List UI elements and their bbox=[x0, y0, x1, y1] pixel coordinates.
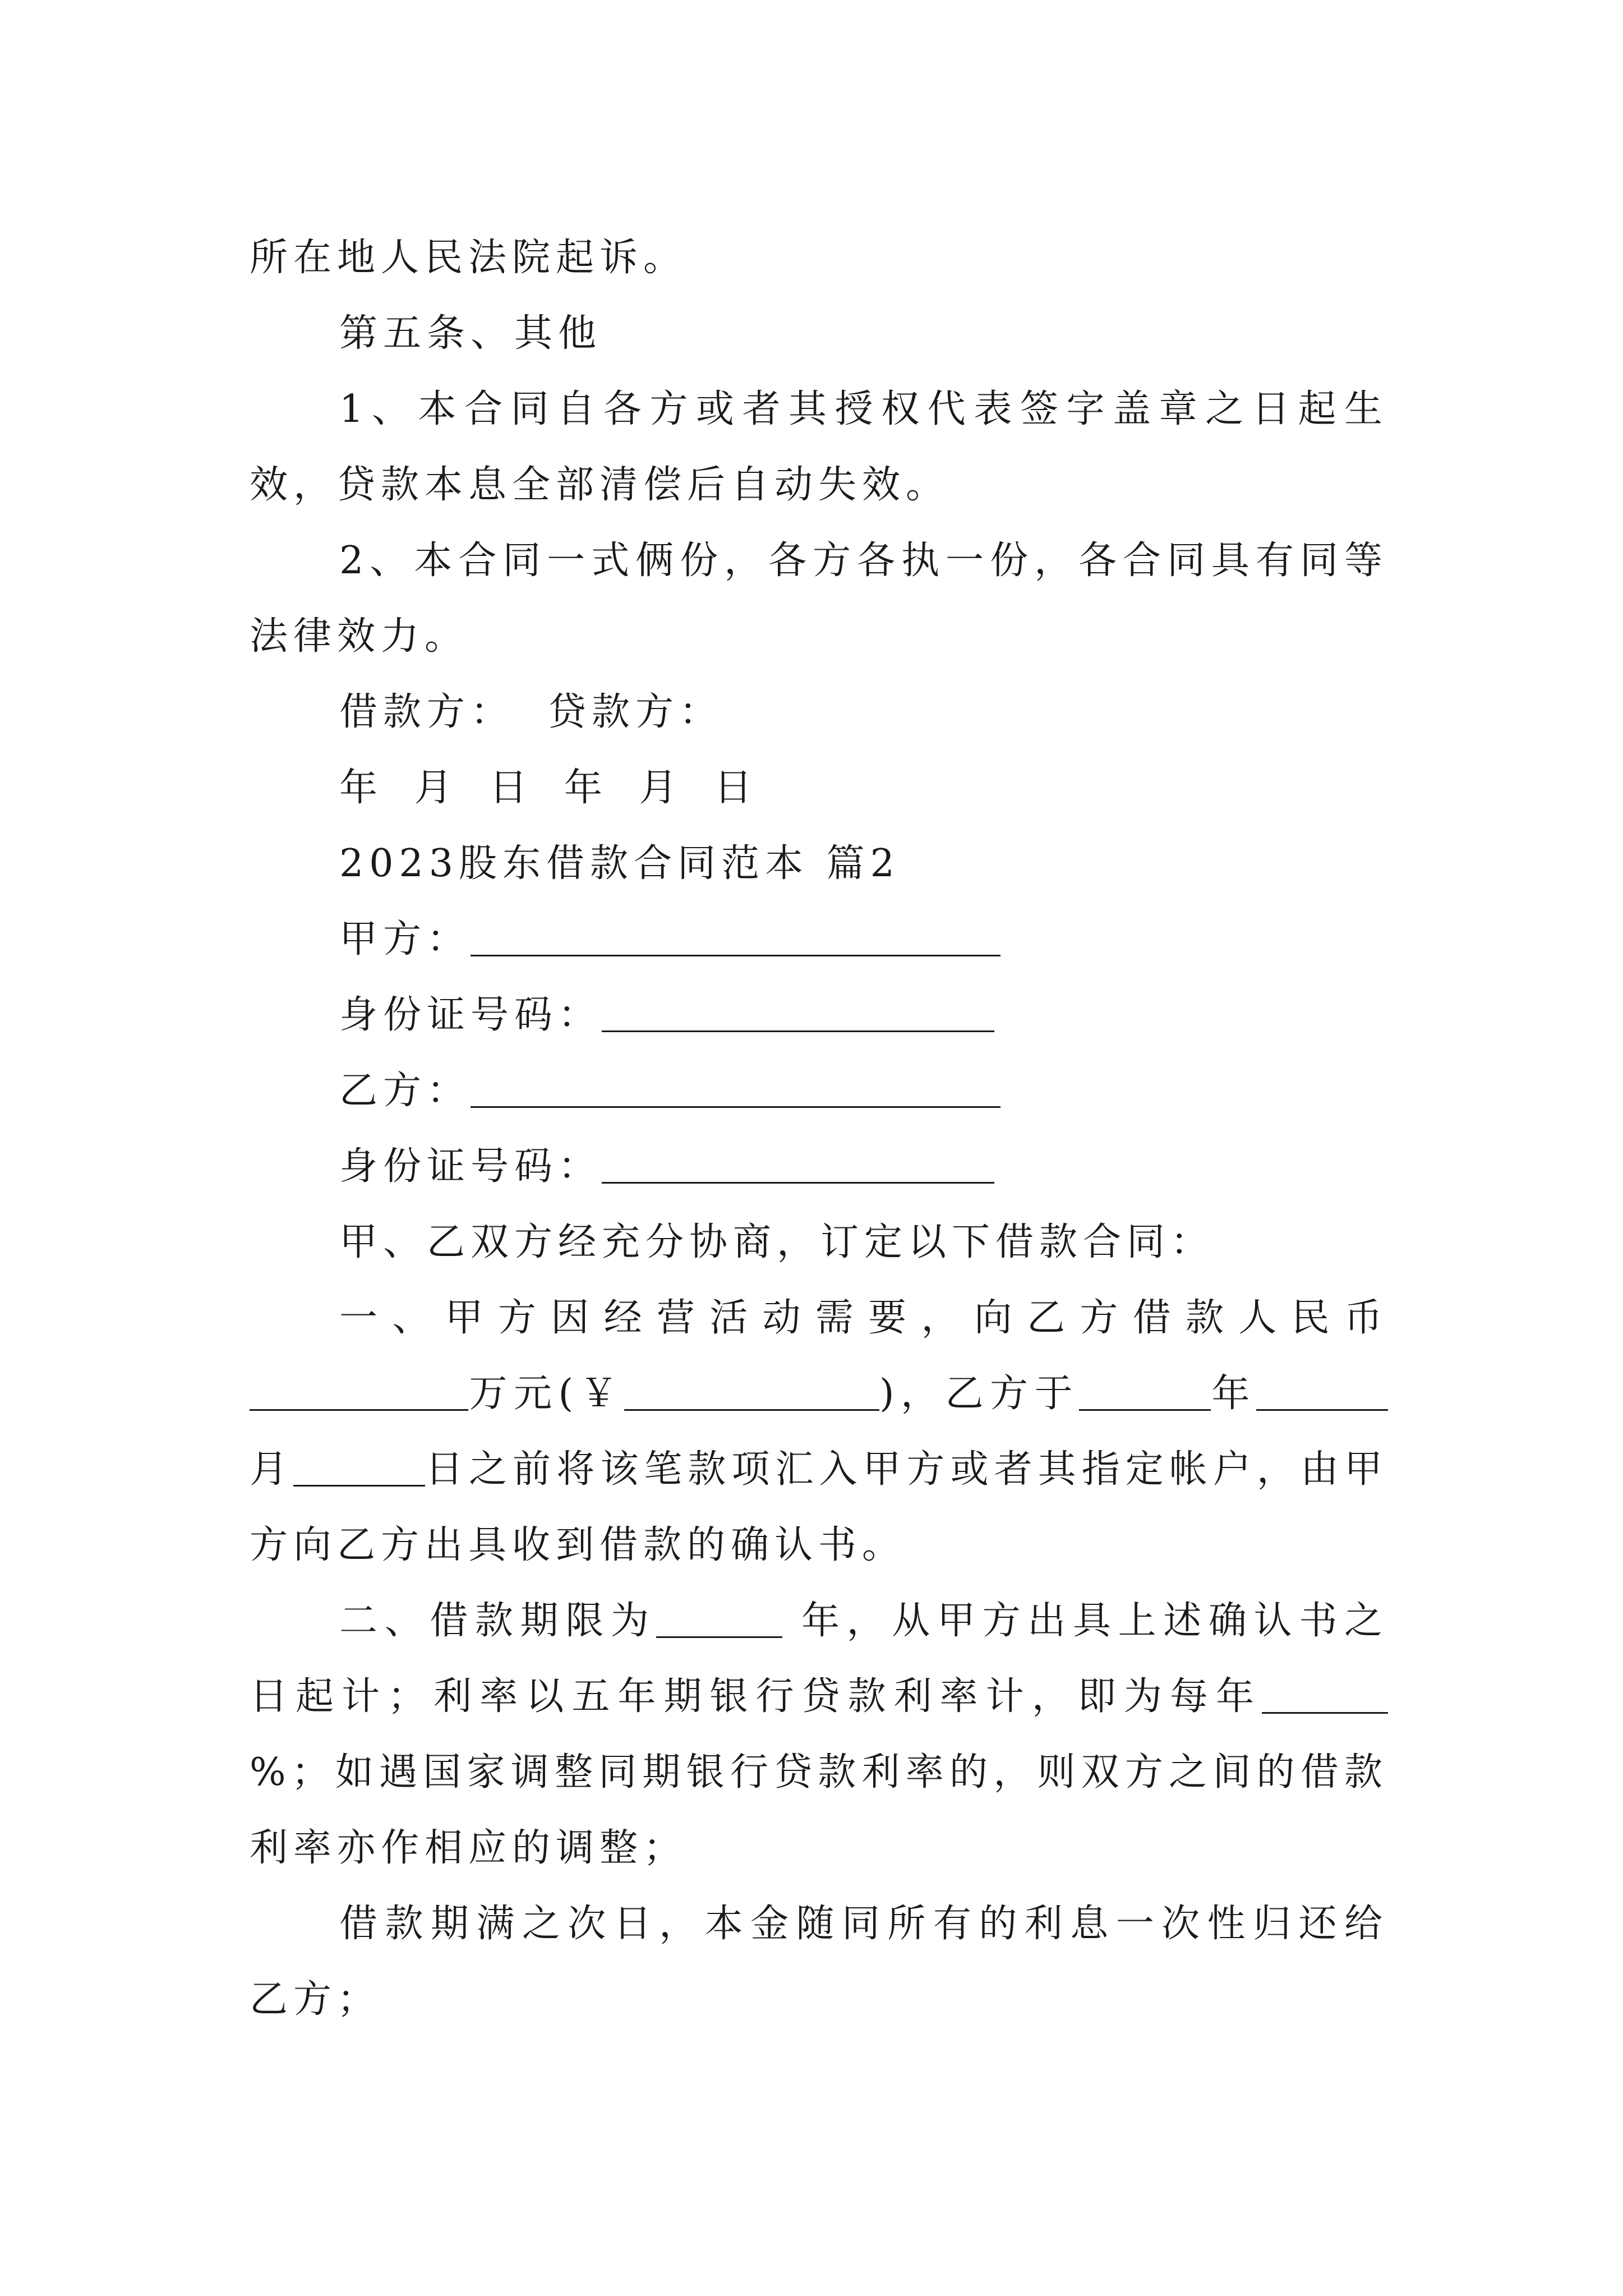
rate-blank bbox=[1262, 1673, 1388, 1714]
text-repayment: 借款期满之次日，本金随同所有的利息一次性归还给乙方； bbox=[250, 1902, 1388, 2022]
text-clause1-c: )，乙方于 bbox=[879, 1372, 1079, 1416]
day-blank bbox=[293, 1446, 425, 1487]
text-month: 月 bbox=[250, 1447, 294, 1492]
id-a-blank bbox=[602, 991, 994, 1032]
text-court: 所在地人民法院起诉。 bbox=[250, 236, 688, 280]
year-blank bbox=[1079, 1370, 1211, 1411]
text-clause1-b: 万元(￥ bbox=[468, 1372, 624, 1416]
document-body bbox=[250, 220, 1388, 2037]
party-b-label: 乙方： bbox=[339, 1069, 471, 1113]
text-day: 日 bbox=[425, 1447, 469, 1492]
id-b-blank bbox=[602, 1143, 994, 1184]
clause-copies bbox=[250, 523, 1388, 674]
party-a-blank bbox=[471, 915, 1000, 956]
clause-one bbox=[250, 1280, 1388, 1583]
text-effective: 1、本合同自各方或者其授权代表签字盖章之日起生效，贷款本息全部清偿后自动失效。 bbox=[250, 387, 1388, 507]
text-clause1-a: 一、甲方因经营活动需要，向乙方借款人民币 bbox=[339, 1296, 1388, 1340]
text-year: 年 bbox=[1211, 1372, 1256, 1416]
text-article-five: 第五条、其他 bbox=[339, 311, 602, 356]
id-a-row bbox=[250, 977, 1388, 1053]
contract-two-heading bbox=[250, 826, 1388, 901]
borrower-label: 借款方： bbox=[339, 690, 515, 734]
text-percent: %； bbox=[250, 1750, 335, 1795]
party-a-row bbox=[250, 901, 1388, 977]
intro-paragraph bbox=[250, 1204, 1388, 1280]
clause-effective bbox=[250, 371, 1388, 523]
party-b-blank bbox=[471, 1067, 1000, 1108]
text-intro: 甲、乙双方经充分协商，订定以下借款合同： bbox=[339, 1220, 1215, 1264]
signature-dates bbox=[250, 750, 1388, 826]
text-clause2-c: 如遇国家调整同期银行贷款利率的，则双方之间的借款利率亦作相应的调整； bbox=[250, 1750, 1388, 1870]
date-line: 年 月 日 年 月 日 bbox=[339, 766, 765, 810]
term-blank bbox=[656, 1597, 782, 1638]
text-clause1-d: 之前将该笔款项汇入甲方或者其指定帐户，由甲方向乙方出具收到借款的确认书。 bbox=[250, 1447, 1388, 1567]
text-clause2-b: 年，从甲方出具上述确认书之日起计；利率以五年期银行贷款利率计，即为每年 bbox=[250, 1599, 1388, 1719]
article-five-heading bbox=[250, 296, 1388, 371]
text-copies: 2、本合同一式俩份，各方各执一份，各合同具有同等法律效力。 bbox=[250, 539, 1388, 659]
text-contract-two-heading: 2023股东借款合同范本 篇2 bbox=[339, 841, 900, 886]
amount-blank bbox=[250, 1370, 468, 1411]
lender-label: 贷款方： bbox=[548, 690, 723, 734]
paragraph-court bbox=[250, 220, 1388, 296]
party-a-label: 甲方： bbox=[339, 917, 471, 961]
clause-repayment bbox=[250, 1886, 1388, 2037]
text-clause2-a: 二、借款期限为 bbox=[339, 1599, 656, 1643]
month-blank bbox=[1256, 1370, 1388, 1411]
clause-two bbox=[250, 1583, 1388, 1886]
id-b-row bbox=[250, 1129, 1388, 1204]
signature-parties bbox=[250, 674, 1388, 750]
id-a-label: 身份证号码： bbox=[339, 993, 602, 1037]
id-b-label: 身份证号码： bbox=[339, 1144, 602, 1189]
party-b-row bbox=[250, 1053, 1388, 1129]
yuan-blank bbox=[624, 1370, 879, 1411]
